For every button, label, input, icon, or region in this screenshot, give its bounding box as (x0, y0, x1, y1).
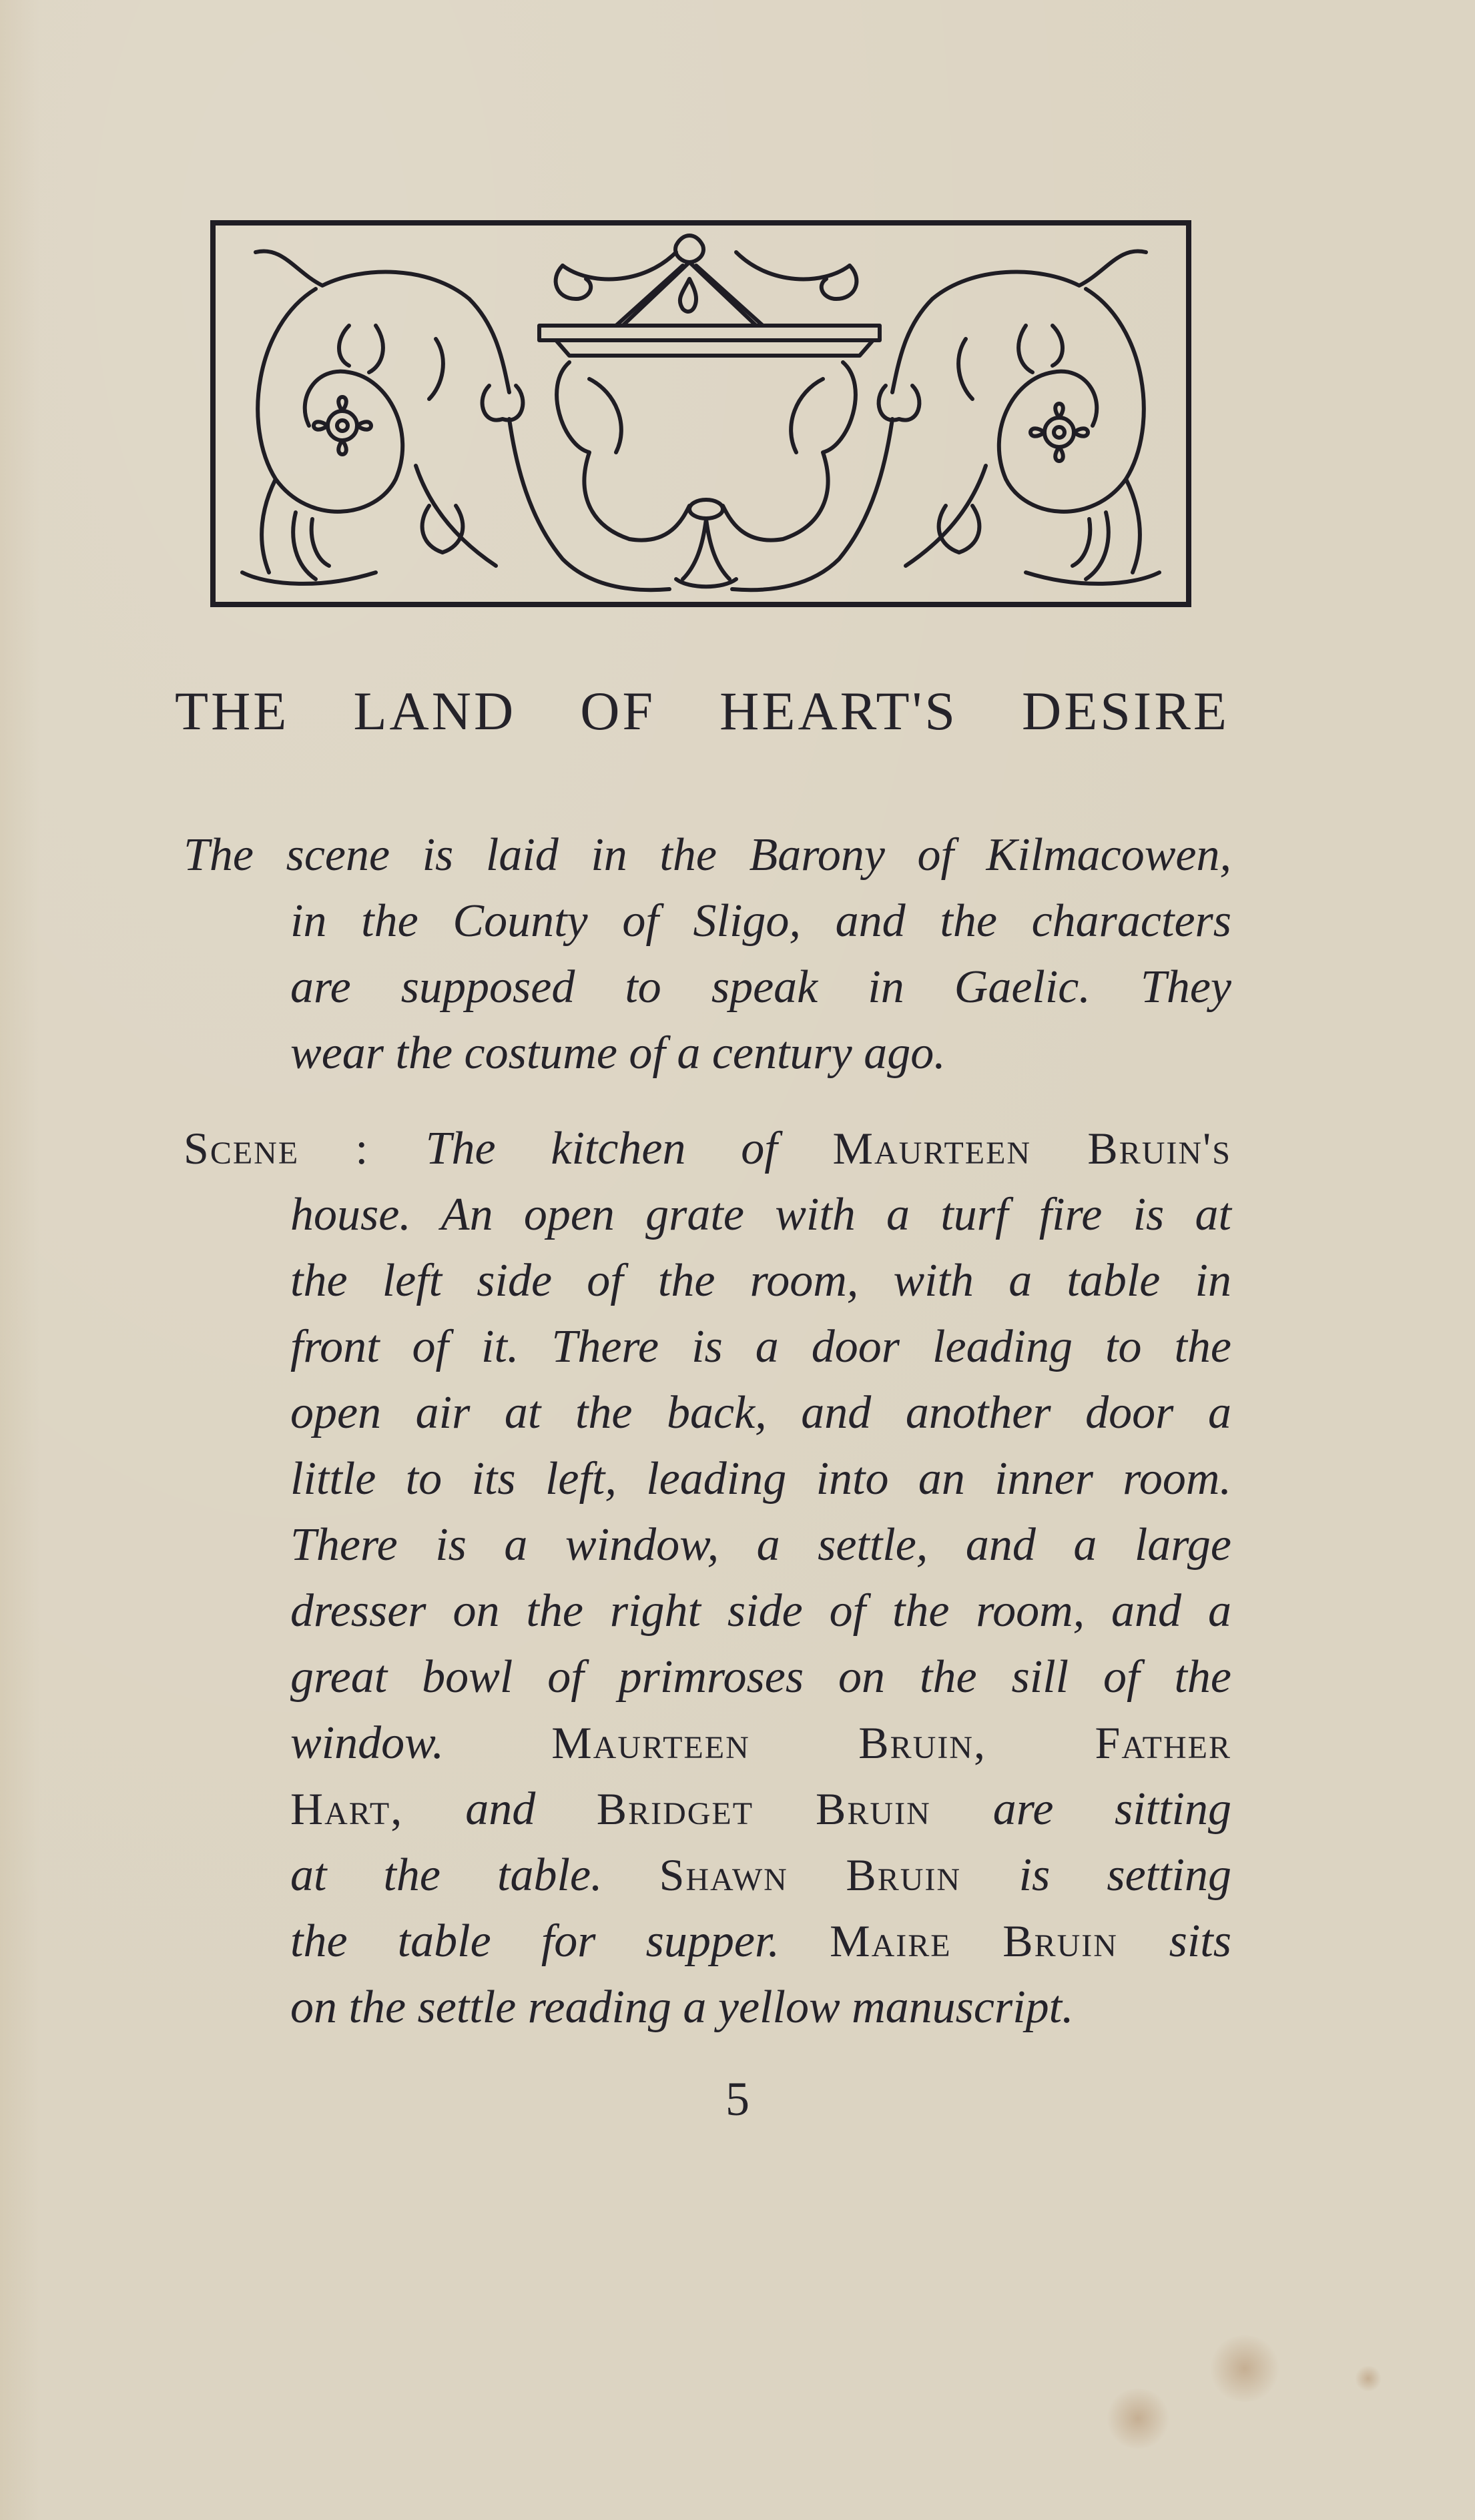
scene-direction-line (184, 1380, 1231, 1446)
character-name: Bridget Bruin (596, 1783, 993, 1834)
stage-direction-text: and (465, 1783, 597, 1835)
scene-label: Scene : (184, 1123, 426, 1174)
scene-direction-line (184, 1248, 1231, 1314)
stage-direction-text: great bowl of primroses on the sill of the (290, 1651, 1231, 1703)
paper-stain (1208, 2335, 1281, 2402)
stage-direction-text: window. (290, 1717, 552, 1769)
scene-direction-line (184, 1446, 1231, 1512)
stage-direction-text: the left side of the room, with a table in (290, 1255, 1231, 1306)
stage-direction-text: the table for supper. (290, 1916, 830, 1967)
scene-direction-line (184, 1776, 1231, 1842)
stage-direction-text: front of it. There is a door leading to the (290, 1321, 1231, 1372)
floral-scroll-ornament-icon (216, 226, 1186, 602)
stage-direction-text: on the settle reading a yellow manuscript. (290, 1982, 1074, 2033)
setting-note-line: in the County of Sligo, and the characters (290, 895, 1231, 947)
scene-direction-line (184, 1314, 1231, 1380)
stage-direction-text: house. An open grate with a turf fire is at (290, 1189, 1231, 1240)
stage-direction-text: at the table. (290, 1849, 659, 1901)
scene-direction-line (184, 1974, 1231, 2040)
scene-direction-line (184, 1512, 1231, 1578)
character-name: Shawn Bruin (659, 1849, 1019, 1900)
page-number: 5 (725, 2072, 750, 2126)
setting-note (184, 822, 1231, 1086)
character-name: Maire Bruin (830, 1916, 1169, 1966)
scene-direction-line (184, 1116, 1231, 1182)
scene-direction-line (184, 1710, 1231, 1776)
scene-direction-line (184, 1578, 1231, 1644)
stage-direction-text: is setting (1018, 1849, 1231, 1901)
character-name: Hart, (290, 1783, 466, 1834)
stage-direction-text: dresser on the right side of the room, and a (290, 1585, 1231, 1637)
stage-direction-text: open air at the back, and another door a (290, 1387, 1231, 1438)
stage-direction-text: are sitting (992, 1783, 1231, 1835)
setting-note-line: are supposed to speak in Gaelic. They (290, 961, 1231, 1013)
scene-direction (184, 1116, 1231, 2040)
scene-direction-line (184, 1644, 1231, 1710)
scene-direction-line (184, 1842, 1231, 1908)
character-name: Maurteen Bruin, Father (551, 1717, 1231, 1768)
setting-note-line: wear the costume of a century ago. (290, 1027, 946, 1079)
paper-stain (1105, 2389, 1171, 2449)
stage-direction-text: There is a window, a settle, and a large (290, 1519, 1231, 1571)
stage-direction-text: sits (1169, 1916, 1231, 1967)
stage-direction-text: The kitchen of (425, 1123, 833, 1174)
character-name: Maurteen Bruin's (832, 1123, 1231, 1174)
play-title: THE LAND OF HEART'S DESIRE (175, 681, 1229, 741)
scene-direction-line (184, 1182, 1231, 1248)
setting-note-line: The scene is laid in the Barony of Kilmacowen, (184, 829, 1231, 881)
headpiece-ornament (210, 220, 1191, 607)
scene-direction-line (184, 1908, 1231, 1974)
paper-stain (1355, 2365, 1382, 2392)
stage-direction-text: little to its left, leading into an inner room. (290, 1453, 1231, 1505)
